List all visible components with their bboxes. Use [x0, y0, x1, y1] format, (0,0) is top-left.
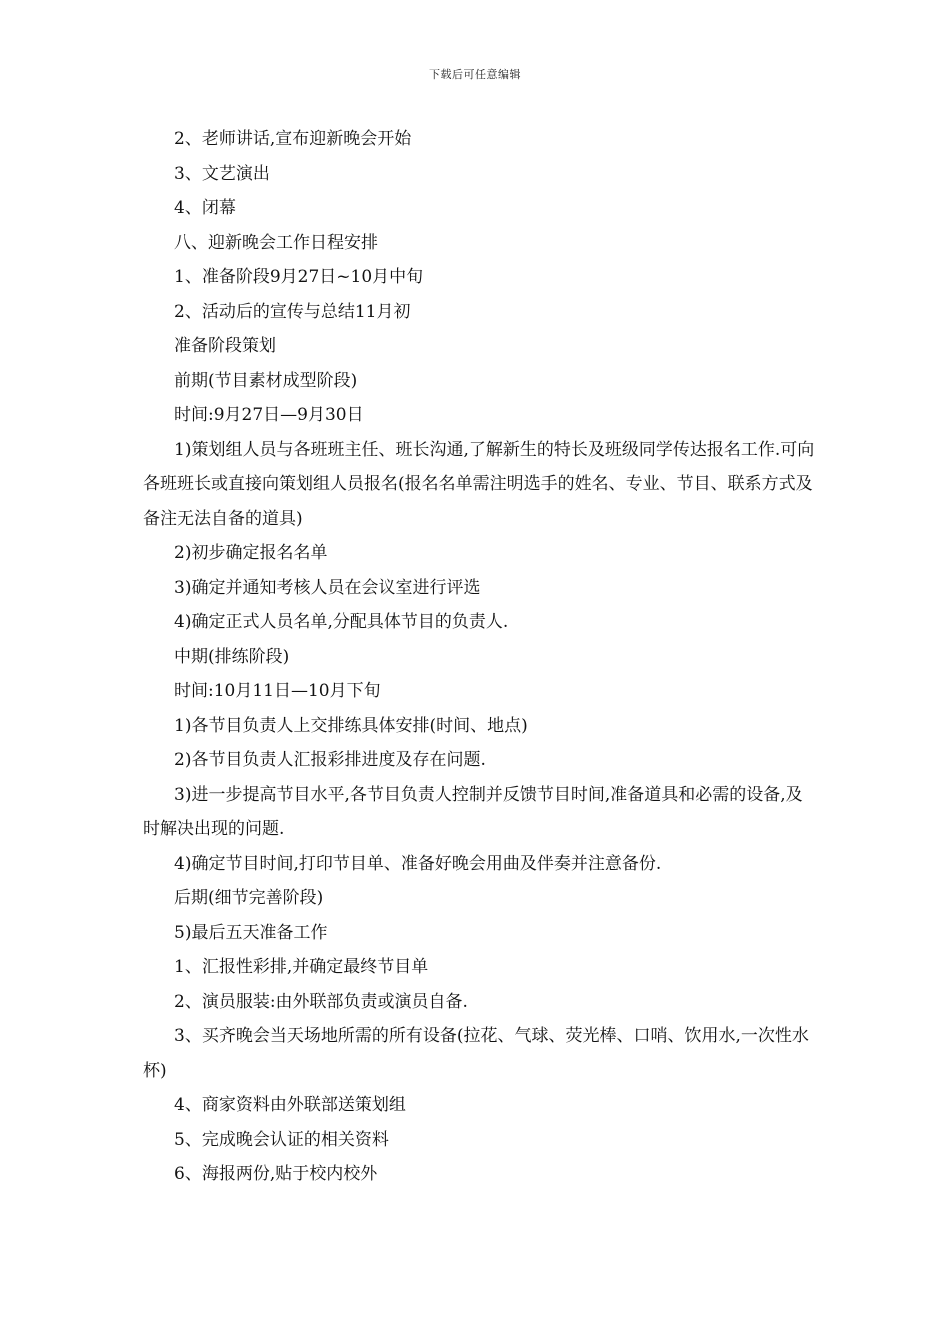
phase-time: 时间:10月11日—10月下旬 — [174, 681, 381, 701]
paragraph: 1)策划组人员与各班班主任、班长沟通,了解新生的特长及班级同学传达报名工作.可向各班班长或直接向策划组人员报名(报名名单需注明选手的姓名、专业、节目、联系方式及备注无法自备的道具) — [143, 439, 815, 529]
document-body — [143, 122, 815, 1192]
paragraph: 2)各节目负责人汇报彩排进度及存在问题. — [174, 750, 486, 770]
paragraph: 5、完成晚会认证的相关资料 — [174, 1129, 389, 1150]
paragraph: 3)进一步提高节目水平,各节目负责人控制并反馈节目时间,准备道具和必需的设备,及时解决出现的问题. — [143, 784, 803, 839]
paragraph: 3、文艺演出 — [174, 163, 270, 184]
paragraph: 3、买齐晚会当天场地所需的所有设备(拉花、气球、荧光棒、口哨、饮用水,一次性水杯) — [143, 1026, 809, 1081]
paragraph: 2)初步确定报名名单 — [174, 543, 328, 563]
paragraph: 5)最后五天准备工作 — [174, 922, 328, 943]
paragraph: 6、海报两份,贴于校内校外 — [174, 1164, 378, 1184]
paragraph: 4、闭幕 — [174, 198, 236, 218]
paragraph: 2、演员服装:由外联部负责或演员自备. — [174, 991, 468, 1012]
page-header-note: 下载后可任意编辑 — [429, 68, 521, 81]
paragraph: 3)确定并通知考核人员在会议室进行评选 — [174, 577, 481, 598]
phase-heading: 后期(细节完善阶段) — [174, 888, 324, 908]
paragraph: 1)各节目负责人上交排练具体安排(时间、地点) — [174, 715, 528, 736]
phase-time: 时间:9月27日—9月30日 — [174, 405, 364, 425]
paragraph: 4)确定节目时间,打印节目单、准备好晚会用曲及伴奏并注意备份. — [174, 853, 662, 874]
paragraph: 1、准备阶段9月27日~10月中旬 — [174, 267, 424, 287]
paragraph: 1、汇报性彩排,并确定最终节目单 — [174, 957, 429, 977]
paragraph: 2、活动后的宣传与总结11月初 — [174, 301, 411, 322]
paragraph: 4、商家资料由外联部送策划组 — [174, 1095, 406, 1115]
paragraph: 2、老师讲话,宣布迎新晚会开始 — [174, 129, 412, 149]
phase-heading: 中期(排练阶段) — [174, 646, 290, 667]
section-heading: 八、迎新晚会工作日程安排 — [174, 232, 378, 253]
subsection-heading: 准备阶段策划 — [174, 336, 276, 356]
phase-heading: 前期(节目素材成型阶段) — [174, 370, 358, 391]
paragraph: 4)确定正式人员名单,分配具体节目的负责人. — [174, 612, 509, 632]
